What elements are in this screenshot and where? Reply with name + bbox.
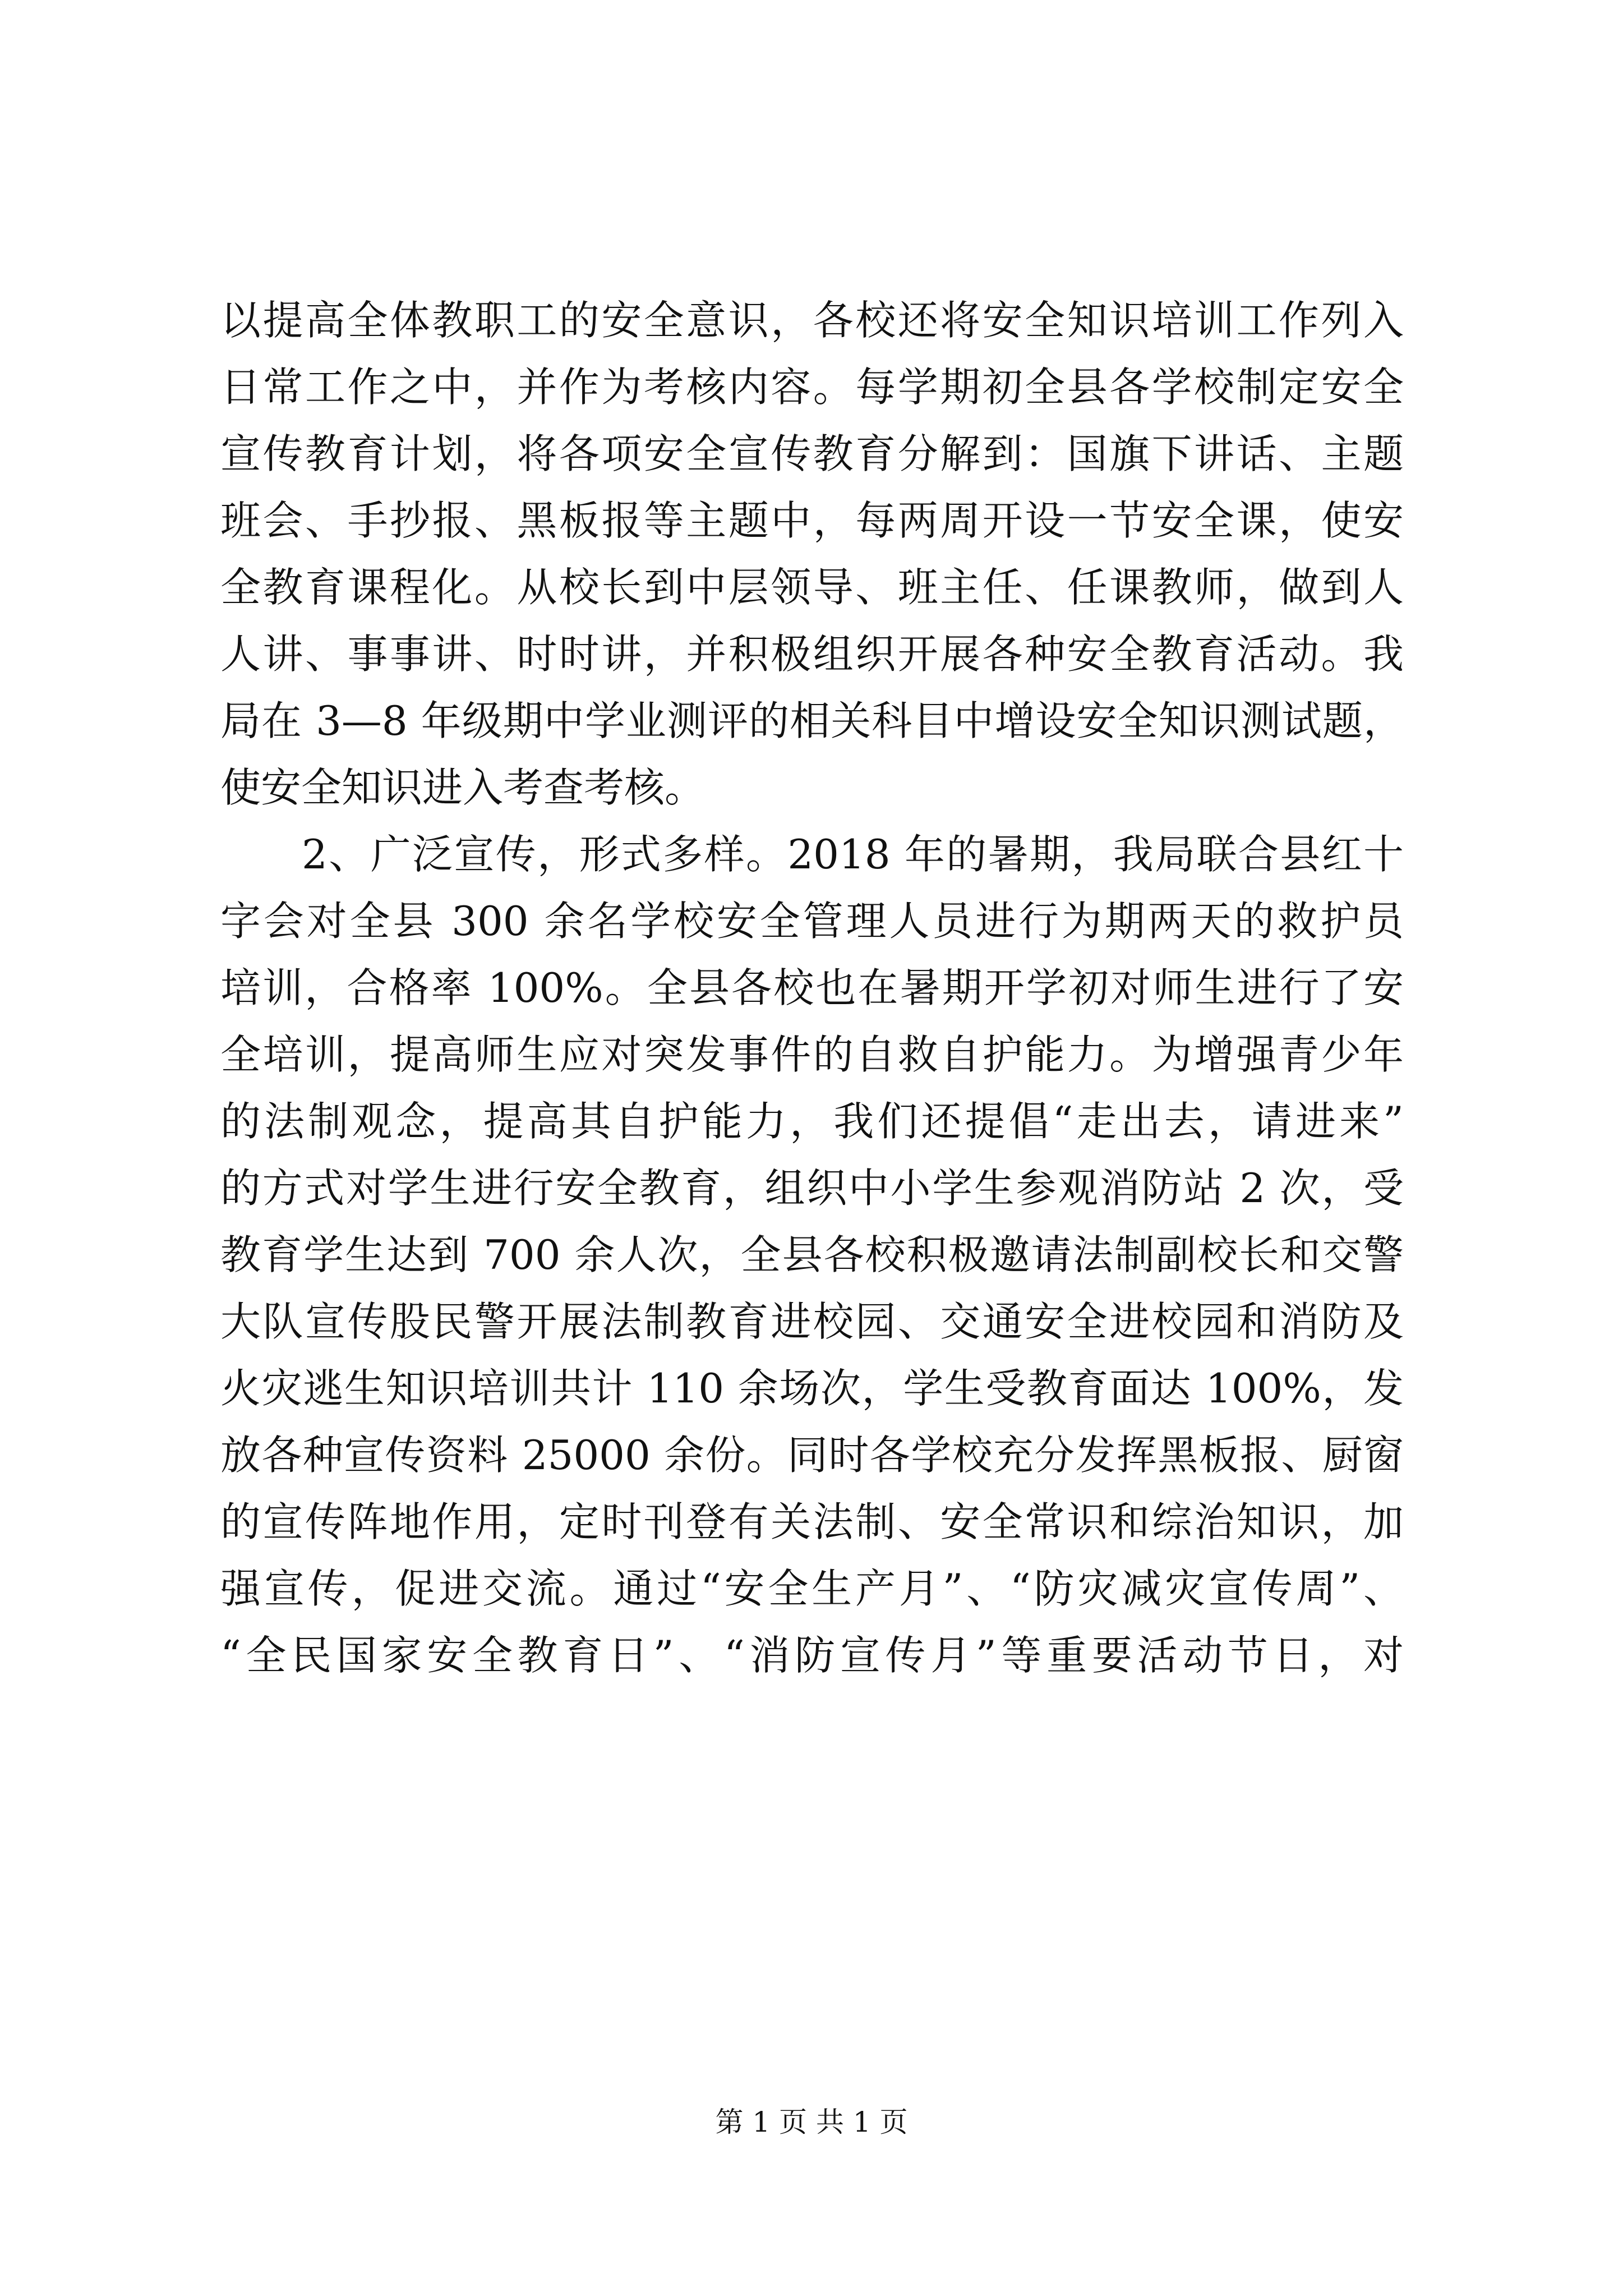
text-line: 放各种宣传资料 25000 余份。同时各学校充分发挥黑板报、厨窗 <box>220 1432 1404 1479</box>
text-line: 人讲、事事讲、时时讲，并积极组织开展各种安全教育活动。我 <box>220 631 1404 678</box>
text-line: 以提高全体教职工的安全意识，各校还将安全知识培训工作列入 <box>220 297 1404 344</box>
text-line: 火灾逃生知识培训共计 110 余场次，学生受教育面达 100%，发 <box>220 1365 1404 1412</box>
text-line: 日常工作之中，并作为考核内容。每学期初全县各学校制定安全 <box>220 364 1404 411</box>
text-line: 的方式对学生进行安全教育，组织中小学生参观消防站 2 次，受 <box>220 1165 1404 1212</box>
page-number-label: 第 1 页 共 1 页 <box>715 2106 908 2138</box>
text-line: 全教育课程化。从校长到中层领导、班主任、任课教师，做到人 <box>220 564 1404 611</box>
text-line: 强宣传，促进交流。通过“安全生产月”、“防灾减灾宣传周”、 <box>220 1565 1404 1612</box>
text-line: “全民国家安全教育日”、“消防宣传月”等重要活动节日，对 <box>220 1632 1404 1679</box>
text-line: 字会对全县 300 余名学校安全管理人员进行为期两天的救护员 <box>220 898 1404 945</box>
page-footer <box>0 2102 1623 2142</box>
text-line: 的宣传阵地作用，定时刊登有关法制、安全常识和综治知识，加 <box>220 1498 1404 1545</box>
body-text <box>220 287 1404 1689</box>
paragraph-start-line: 2、广泛宣传，形式多样。2018 年的暑期，我局联合县红十 <box>302 831 1404 878</box>
text-line: 全培训，提高师生应对突发事件的自救自护能力。为增强青少年 <box>220 1031 1404 1078</box>
text-line: 教育学生达到 700 余人次，全县各校积极邀请法制副校长和交警 <box>220 1231 1404 1278</box>
text-line: 宣传教育计划，将各项安全宣传教育分解到：国旗下讲话、主题 <box>220 430 1404 477</box>
text-line: 大队宣传股民警开展法制教育进校园、交通安全进校园和消防及 <box>220 1298 1404 1345</box>
text-line: 的法制观念，提高其自护能力，我们还提倡“走出去，请进来” <box>220 1098 1404 1145</box>
text-line: 使安全知识进入考查考核。 <box>220 764 706 811</box>
text-line: 局在 3—8 年级期中学业测评的相关科目中增设安全知识测试题， <box>220 697 1404 744</box>
text-line: 培训，合格率 100%。全县各校也在暑期开学初对师生进行了安 <box>220 964 1404 1011</box>
text-line: 班会、手抄报、黑板报等主题中，每两周开设一节安全课，使安 <box>220 497 1404 544</box>
